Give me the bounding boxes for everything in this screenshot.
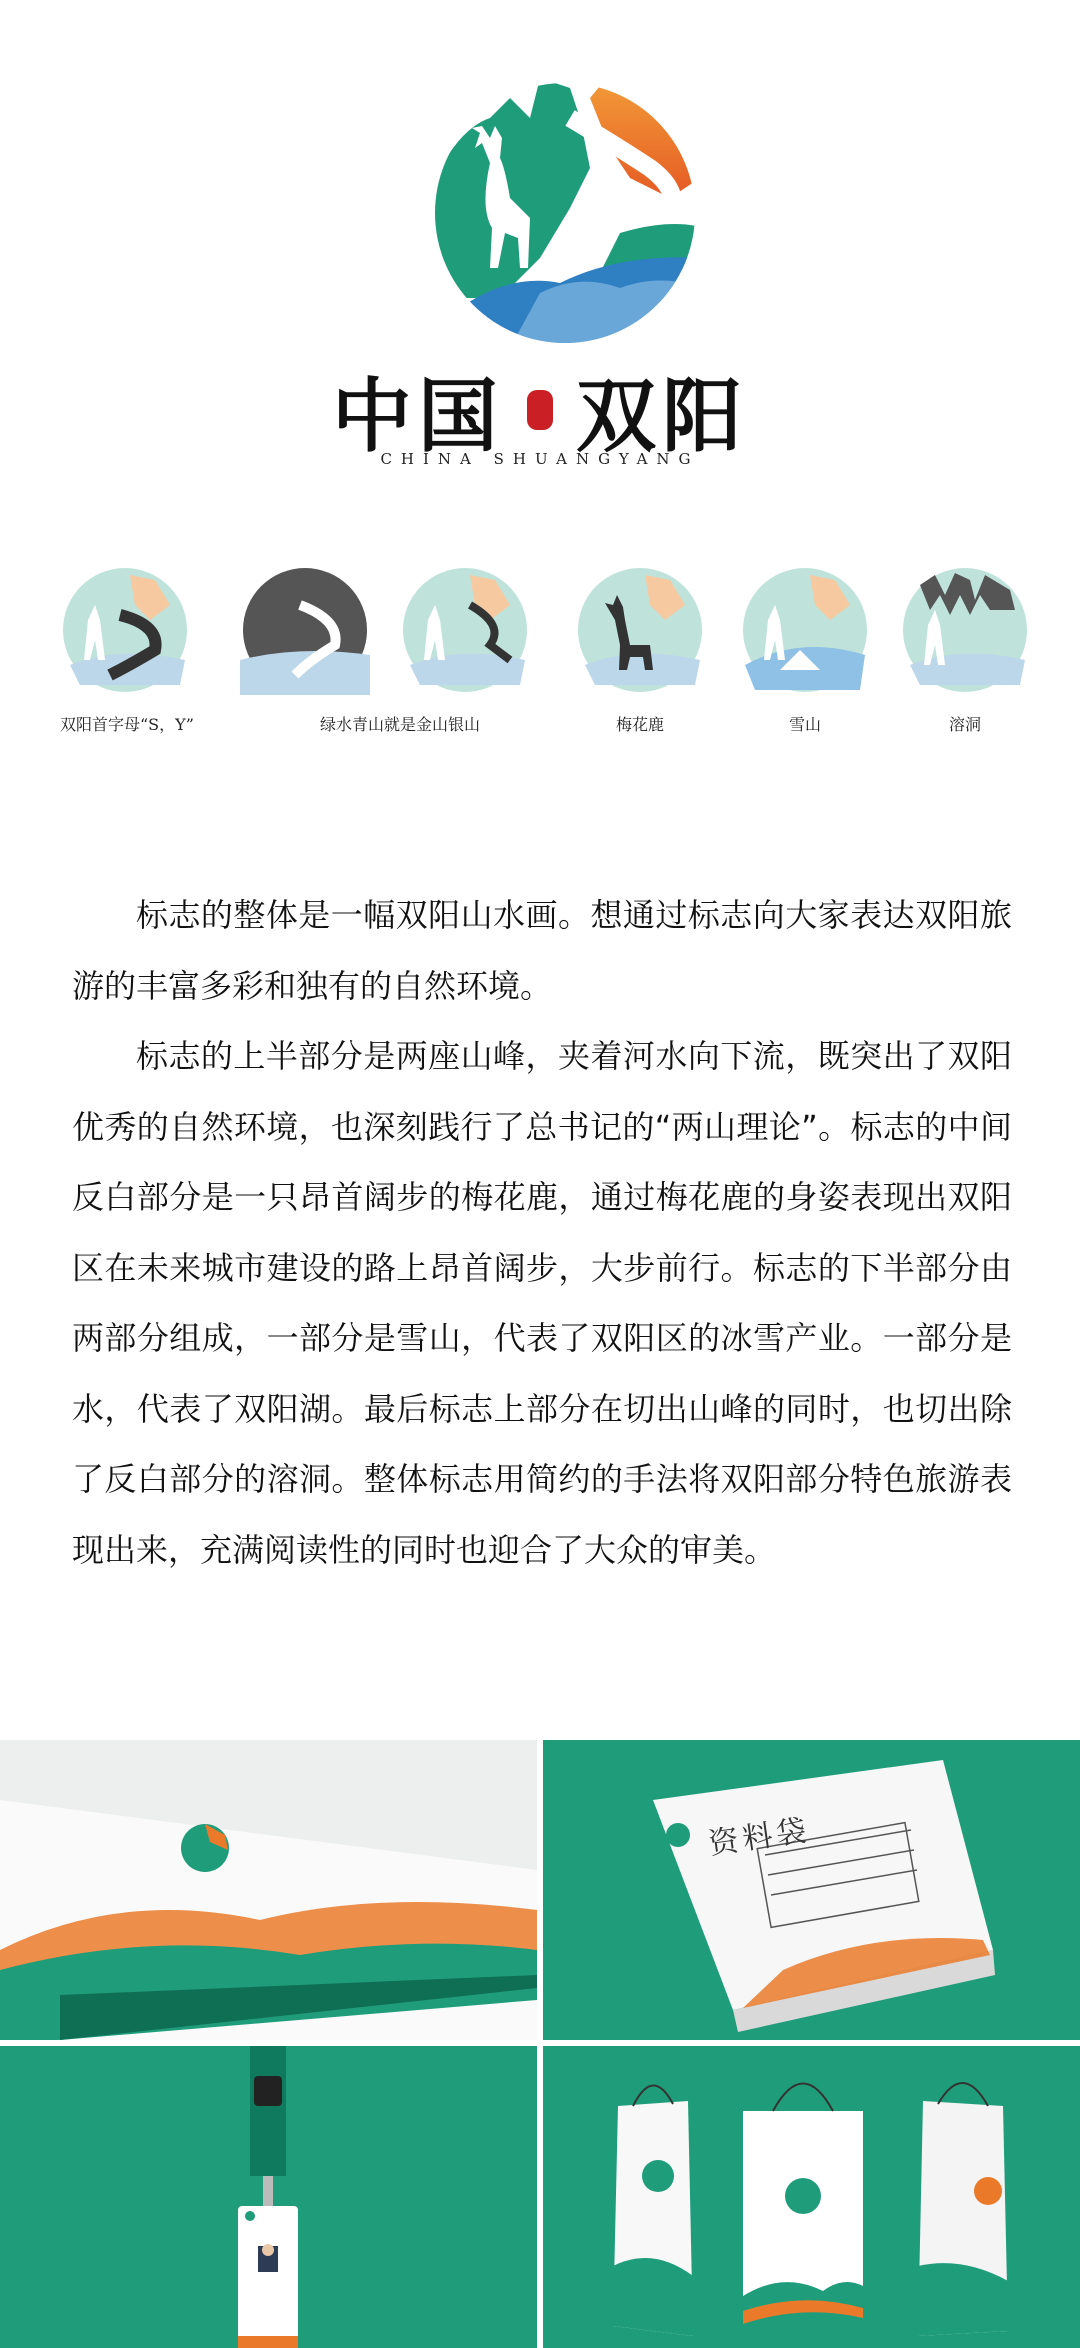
mockup-badge — [0, 2046, 537, 2348]
mockup-book — [0, 1740, 537, 2040]
description-paragraph-2: 标志的上半部分是两座山峰，夹着河水向下流，既突出了双阳优秀的自然环境，也深刻践行了总书记的“两山理论”。标志的中间反白部分是一只昂首阔步的梅花鹿，通过梅花鹿的身姿表现出双阳区在未来城市建设的路上昂首阔步，大步前行。标志的下半部分由两部分组成，一部分是雪山，代表了双阳区的冰雪产业。一部分是水，代表了双阳湖。最后标志上部分在切出山峰的同时，也切出除了反白部分的溶洞。整体标志用简约的手法将双阳部分特色旅游表现出来，充满阅读性的同时也迎合了大众的审美。 — [72, 1037, 1012, 1569]
variant-sy-icon — [60, 565, 190, 695]
bags-illustration — [543, 2046, 1080, 2348]
variant-label-snow: 雪山 — [788, 715, 821, 734]
brand-subtitle: CHINA SHUANGYANG — [380, 450, 700, 468]
variant-deer-icon — [575, 565, 705, 695]
variant-mountain-icon — [240, 565, 370, 695]
seal-stamp-icon — [527, 390, 553, 430]
variant-cave-icon — [900, 565, 1030, 695]
mockup-bags — [543, 2046, 1080, 2348]
mockup-folder — [543, 1740, 1080, 2040]
book-illustration — [0, 1740, 537, 2040]
variant-green-icon — [400, 565, 530, 695]
variant-label-green: 绿水青山就是金山银山 — [319, 715, 480, 734]
variant-label-cave: 溶洞 — [948, 715, 981, 734]
description-paragraph-1: 标志的整体是一幅双阳山水画。想通过标志向大家表达双阳旅游的丰富多彩和独有的自然环境。 — [72, 896, 1012, 1005]
brand-title-right: 双阳 — [576, 369, 749, 463]
description — [72, 880, 1012, 1585]
brand-title-left: 中国 — [331, 369, 504, 463]
folder-title: 资料袋 — [706, 1813, 813, 1862]
variant-snow-icon — [740, 565, 870, 695]
logo-emblem-icon — [420, 58, 710, 348]
badge-illustration — [0, 2046, 537, 2348]
variant-label-sy: 双阳首字母“S，Y” — [60, 715, 194, 734]
folder-illustration — [543, 1740, 1080, 2040]
variant-label-deer: 梅花鹿 — [615, 715, 664, 734]
